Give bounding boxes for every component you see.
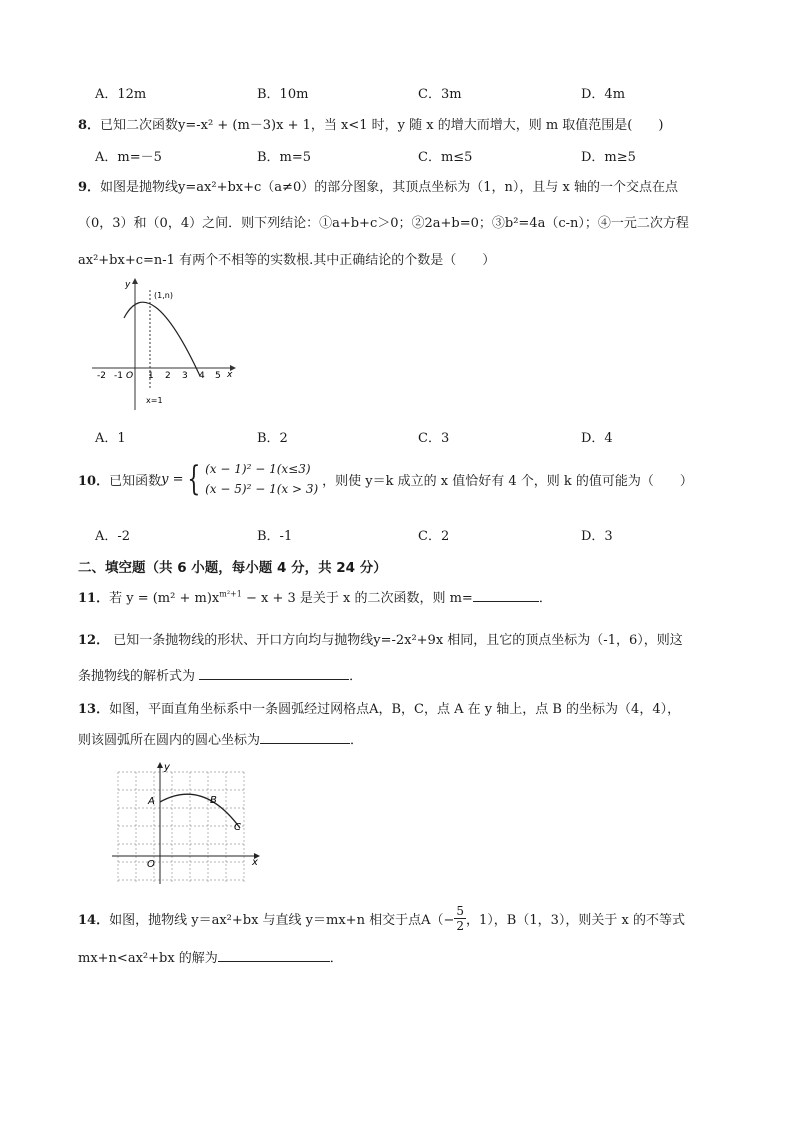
q9-number: 9． bbox=[78, 180, 101, 195]
q9-x-label: x bbox=[227, 370, 233, 380]
q10-piece-2: (x − 5)² − 1(x > 3) bbox=[205, 482, 319, 496]
q9-options bbox=[95, 427, 735, 445]
q9-tick-label: 2 bbox=[165, 371, 171, 381]
q13-end: ． bbox=[350, 733, 364, 748]
q10-prefix: 已知函数 bbox=[109, 473, 162, 489]
q8-option-a[interactable]: A．m=－5 bbox=[95, 150, 162, 165]
q8-number: 8． bbox=[78, 118, 101, 133]
q9-option-b[interactable]: B．2 bbox=[257, 431, 288, 446]
q9-option-d[interactable]: D．4 bbox=[581, 431, 613, 446]
q8-options bbox=[95, 146, 735, 164]
q12-end: ． bbox=[349, 669, 363, 684]
q11-stem bbox=[78, 587, 552, 606]
q9-vertex-label: (1,n) bbox=[154, 291, 173, 300]
q10-brace: { bbox=[187, 459, 201, 499]
q10-option-c[interactable]: C．2 bbox=[418, 529, 450, 544]
q12-stem-line1 bbox=[78, 629, 683, 648]
q13-y-arrow bbox=[157, 762, 163, 768]
q10-y-symbol: y = bbox=[161, 471, 184, 487]
q14-fraction-numerator: 5 bbox=[456, 903, 464, 918]
q8-option-b[interactable]: B．m=5 bbox=[257, 150, 312, 165]
q14-stem-line1 bbox=[78, 900, 685, 936]
q13-stem-line2 bbox=[78, 729, 363, 748]
q13-y-label: y bbox=[164, 762, 170, 773]
q9-origin-label: O bbox=[126, 371, 134, 381]
q9-tick-label: 1 bbox=[148, 371, 154, 381]
q9-tick-label: -1 bbox=[114, 371, 123, 381]
q8-option-d[interactable]: D．m≥5 bbox=[581, 150, 636, 165]
q7-options bbox=[95, 83, 735, 101]
q9-line1: 如图是抛物线y=ax²+bx+c（a≠0）的部分图象，其顶点坐标为（1，n），且与 x 轴的一个交点在点 bbox=[100, 180, 678, 195]
q10-pieces bbox=[205, 459, 318, 499]
q13-answer-blank[interactable] bbox=[260, 731, 350, 744]
q14-number: 14． bbox=[78, 912, 110, 928]
q11-answer-blank[interactable] bbox=[473, 589, 539, 602]
q13-point-a-label: A bbox=[148, 796, 155, 807]
q9-tick-label: -2 bbox=[97, 371, 106, 381]
q13-number: 13． bbox=[78, 702, 110, 717]
q7-option-c[interactable]: C．3m bbox=[418, 87, 462, 102]
q12-answer-blank[interactable] bbox=[199, 667, 349, 680]
q11-after: − x + 3 是关于 x 的二次函数，则 m= bbox=[241, 591, 473, 606]
q8-text: 已知二次函数y=-x² + (m－3)x + 1，当 x<1 时，y 随 x 的增大而增大，则 m 取值范围是( ) bbox=[100, 118, 664, 133]
q9-option-c[interactable]: C．3 bbox=[418, 431, 450, 446]
q10-option-d[interactable]: D．3 bbox=[581, 529, 613, 544]
q9-tick-label: 3 bbox=[182, 371, 188, 381]
q13-point-b-label: B bbox=[210, 795, 217, 806]
q8-stem bbox=[78, 114, 663, 133]
q13-origin-label: O bbox=[147, 859, 155, 870]
q10-option-b[interactable]: B．-1 bbox=[257, 529, 293, 544]
q13-arc bbox=[160, 794, 240, 828]
q13-line1: 如图，平面直角坐标系中一条圆弧经过网格点A，B，C，点 A 在 y 轴上，点 B 的坐标为（4，4）， bbox=[109, 702, 681, 717]
q13-point-c-label: C bbox=[234, 822, 241, 833]
q14-stem-line2 bbox=[78, 947, 343, 966]
q12-line1: 已知一条抛物线的形状、开口方向均与抛物线y=-2x²+9x 相同，且它的顶点坐标为（-1，6），则这 bbox=[109, 633, 683, 648]
q13-x-label: x bbox=[252, 857, 258, 868]
q7-option-a[interactable]: A．12m bbox=[95, 87, 147, 102]
q10-piece-1: (x − 1)² − 1(x≤3) bbox=[205, 462, 311, 476]
q9-line3: ax²+bx+c=n-1 有两个不相等的实数根.其中正确结论的个数是（ ） bbox=[78, 253, 496, 268]
q12-number: 12． bbox=[78, 633, 110, 648]
q9-line2: （0，3）和（0，4）之间．则下列结论：①a+b+c＞0；②2a+b=0；③b²=4a（c-n）；④一元二次方程 bbox=[78, 216, 689, 231]
section-heading-fill-in: 二、填空题（共 6 小题，每小题 4 分，共 24 分） bbox=[78, 560, 387, 576]
q8-option-c[interactable]: C．m≤5 bbox=[418, 150, 473, 165]
q14-fraction bbox=[454, 904, 466, 933]
q10-option-a[interactable]: A．-2 bbox=[95, 529, 131, 544]
q9-y-arrow bbox=[132, 278, 138, 284]
q14-fraction-denominator: 2 bbox=[456, 918, 464, 933]
q9-option-a[interactable]: A．1 bbox=[95, 431, 126, 446]
q11-before: 若 y = (m² + m)x bbox=[109, 591, 220, 606]
q14-end: ． bbox=[329, 951, 343, 966]
q10-suffix: ，则使 y＝k 成立的 x 值恰好有 4 个，则 k 的值可能为（ ） bbox=[322, 473, 693, 489]
q11-end: ． bbox=[538, 591, 552, 606]
q10-stem bbox=[78, 455, 693, 503]
q12-stem-line2 bbox=[78, 665, 362, 684]
q9-tick-label: 4 bbox=[199, 371, 205, 381]
q9-stem-line1 bbox=[78, 176, 678, 195]
q13-grid bbox=[118, 772, 244, 882]
q9-tick-label: 5 bbox=[215, 371, 221, 381]
q14-line1-b: ，1），B（1，3），则关于 x 的不等式 bbox=[466, 912, 685, 928]
q11-number: 11． bbox=[78, 591, 110, 606]
q9-axis-label: x=1 bbox=[146, 396, 163, 405]
q12-line2: 条抛物线的解析式为 bbox=[78, 669, 200, 684]
q7-option-d[interactable]: D．4m bbox=[581, 87, 626, 102]
q14-line2: mx+n<ax²+bx 的解为 bbox=[78, 951, 218, 966]
q14-line1-a: 如图，抛物线 y＝ax²+bx 与直线 y＝mx+n 相交于点A（− bbox=[109, 912, 455, 928]
q11-exponent: m²+1 bbox=[219, 589, 242, 599]
q10-number: 10． bbox=[78, 473, 110, 489]
q14-answer-blank[interactable] bbox=[218, 949, 330, 962]
q9-parabola-graph bbox=[88, 276, 238, 416]
q13-line2: 则该圆弧所在圆内的圆心坐标为 bbox=[78, 733, 261, 748]
q7-option-b[interactable]: B．10m bbox=[257, 87, 309, 102]
q13-stem-line1 bbox=[78, 698, 680, 717]
q10-options bbox=[95, 525, 735, 543]
q9-y-label: y bbox=[125, 280, 131, 290]
q13-arc-graph bbox=[108, 760, 264, 886]
